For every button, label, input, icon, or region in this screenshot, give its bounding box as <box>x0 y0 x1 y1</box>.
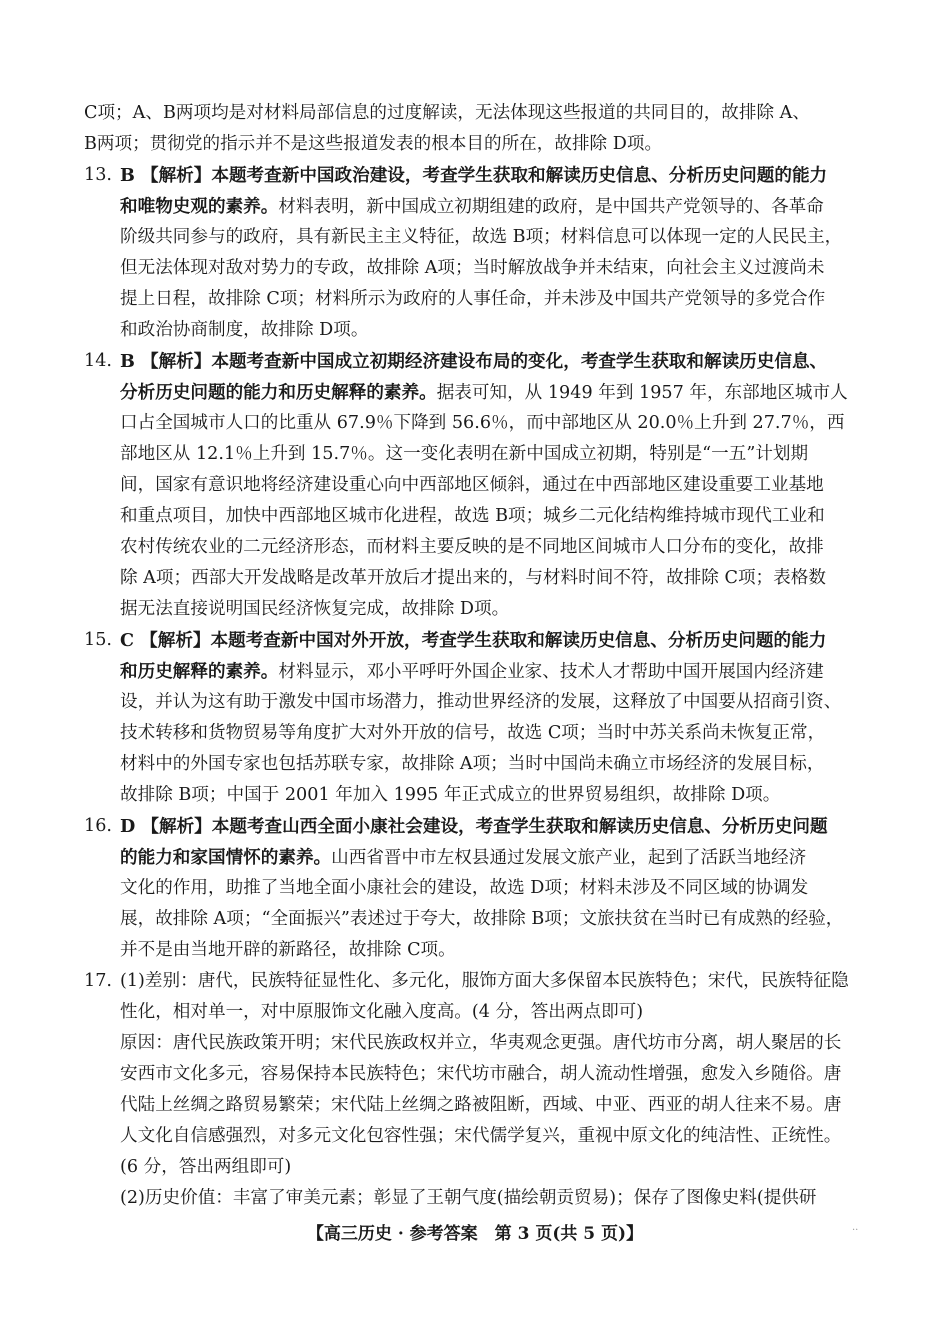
carryover-line: C项；A、B两项均是对材料局部信息的过度解读，无法体现这些报道的共同目的，故排除 A、 <box>84 103 810 123</box>
q17-line: 安西市文化多元，容易保持本民族特色；宋代坊市融合，胡人流动性增强，愈发入乡随俗。唐 <box>120 1064 842 1084</box>
answer-content <box>84 98 874 1214</box>
q15-first-line <box>84 625 874 656</box>
q13-first: B 【解析】本题考查新中国政治建设，考查学生获取和解读历史信息、分析历史问题的能力 <box>120 165 828 186</box>
q17-first-line <box>84 966 874 997</box>
q14-line: 部地区从 12.1％上升到 15.7％。这一变化表明在新中国成立初期，特别是“一五”计划期 <box>120 444 809 464</box>
q14-bold2: 分析历史问题的能力和历史解释的素养。 <box>120 382 437 403</box>
q15-rest2: 材料显示，邓小平呼吁外国企业家、技术人才帮助中国开展国内经济建 <box>278 662 824 682</box>
q16-line: 文化的作用，助推了当地全面小康社会的建设，故选 D项；材料未涉及不同区域的协调发 <box>120 878 809 898</box>
q13-line: 阶级共同参与的政府，具有新民主主义特征，故选 B项；材料信息可以体现一定的人民民主， <box>120 227 843 247</box>
q13-bold2: 和唯物史观的素养。 <box>120 196 279 217</box>
q17-number: 17. <box>84 971 112 991</box>
q15-line: 技术转移和货物贸易等角度扩大对外开放的信号，故选 C项；当时中苏关系尚未恢复正常， <box>120 723 826 743</box>
q13-first-line <box>84 160 874 191</box>
q16-number: 16. <box>84 816 112 836</box>
q15-line: 材料中的外国专家也包括苏联专家，故排除 A项；当时中国尚未确立市场经济的发展目标， <box>120 754 825 774</box>
q14-line: 口占全国城市人口的比重从 67.9％下降到 56.6％，而中部地区从 20.0％上升到 27.7％，西 <box>120 413 845 433</box>
q14-rest2: 据表可知，从 1949 年到 1957 年，东部地区城市人 <box>436 383 848 403</box>
q17-line: 代陆上丝绸之路贸易繁荣；宋代陆上丝绸之路被阻断，西域、中亚、西亚的胡人往来不易。唐 <box>120 1095 842 1115</box>
q13-number: 13. <box>84 165 112 185</box>
q13-rest2: 材料表明，新中国成立初期组建的政府，是中国共产党领导的、各革命 <box>278 197 824 217</box>
q15-line: 故排除 B项；中国于 2001 年加入 1995 年正式成立的世界贸易组织，故排除 D项。 <box>120 785 781 805</box>
q14-first-line <box>84 346 874 377</box>
q14-line: 和重点项目，加快中西部地区城市化进程，故选 B项；城乡二元化结构维持城市现代工业和 <box>120 506 825 526</box>
q14-number: 14. <box>84 351 112 371</box>
q14-first: B 【解析】本题考查新中国成立初期经济建设布局的变化，考查学生获取和解读历史信息、 <box>120 351 828 372</box>
q17-line: 性化，相对单一，对中原服饰文化融入度高。(4 分，答出两点即可) <box>120 1002 644 1022</box>
q13-line: 和政治协商制度，故排除 D项。 <box>120 320 369 340</box>
q16-line: 并不是由当地开辟的新路径，故排除 C项。 <box>120 940 456 960</box>
q16-first: D 【解析】本题考查山西全面小康社会建设，考查学生获取和解读历史信息、分析历史问题 <box>120 816 828 837</box>
q16-rest2: 山西省晋中市左权县通过发展文旅产业，起到了活跃当地经济 <box>331 848 807 868</box>
q14-line: 农村传统农业的二元经济形态，而材料主要反映的是不同地区间城市人口分布的变化，故排 <box>120 537 824 557</box>
q16-line: 展，故排除 A项；“全面振兴”表述过于夸大，故排除 B项；文旅扶贫在当时已有成熟的经验， <box>120 909 844 929</box>
q14-line: 据无法直接说明国民经济恢复完成，故排除 D项。 <box>120 599 510 619</box>
q13-line: 但无法体现对敌对势力的专政，故排除 A项；当时解放战争并未结束，向社会主义过渡尚未 <box>120 258 825 278</box>
q15-bold2: 和历史解释的素养。 <box>120 661 279 682</box>
page-footer: 【高三历史 · 参考答案 第 3 页(共 5 页)】 <box>306 1224 644 1244</box>
q17-line: 人文化自信感强烈，对多元文化包容性强；宋代儒学复兴，重视中原文化的纯洁性、正统性。 <box>120 1126 842 1146</box>
q16-bold2: 的能力和家国情怀的素养。 <box>120 847 332 868</box>
q14-line <box>84 377 874 408</box>
q15-first: C 【解析】本题考查新中国对外开放，考查学生获取和解读历史信息、分析历史问题的能力 <box>120 630 827 651</box>
q17-line: (6 分，答出两组即可) <box>120 1157 292 1177</box>
q14-line: 间，国家有意识地将经济建设重心向中西部地区倾斜，通过在中西部地区建设重要工业基地 <box>120 475 824 495</box>
corner-mark: .. <box>852 1222 859 1233</box>
q13-line: 提上日程，故排除 C项；材料所示为政府的人事任命，并未涉及中国共产党领导的多党合作 <box>120 289 826 309</box>
q16-first-line <box>84 811 874 842</box>
q15-number: 15. <box>84 630 112 650</box>
q14-line: 除 A项；西部大开发战略是改革开放后才提出来的，与材料时间不符，故排除 C项；表格数 <box>120 568 826 588</box>
q16-line <box>84 842 874 873</box>
q17-line: 原因：唐代民族政策开明；宋代民族政权并立，华夷观念更强。唐代坊市分离，胡人聚居的长 <box>120 1033 842 1053</box>
q13-line <box>84 191 874 222</box>
q15-line <box>84 656 874 687</box>
q17-first: (1)差别：唐代，民族特征显性化、多元化，服饰方面大多保留本民族特色；宋代，民族特征隐 <box>120 971 849 991</box>
carryover-line: B两项；贯彻党的指示并不是这些报道发表的根本目的所在，故排除 D项。 <box>84 134 663 154</box>
q17-line: (2)历史价值：丰富了审美元素；彰显了王朝气度(描绘朝贡贸易)；保存了图像史料(提供研 <box>120 1188 817 1208</box>
q15-line: 设，并认为这有助于激发中国市场潜力，推动世界经济的发展，这释放了中国要从招商引资、 <box>120 692 842 712</box>
